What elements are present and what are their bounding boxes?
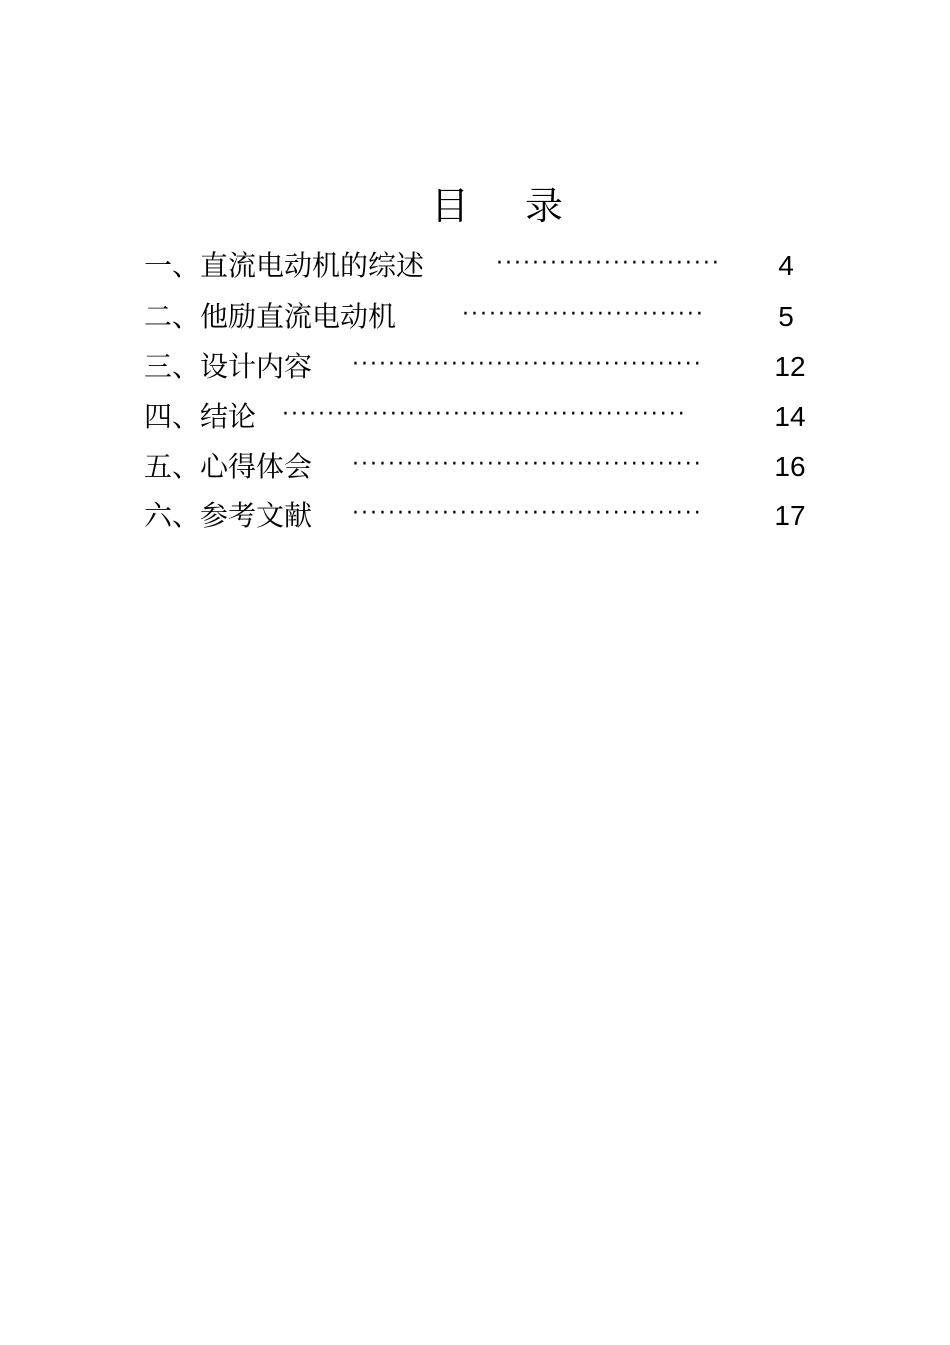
toc-leader-dots: ······································· [352,352,703,377]
toc-leader-dots: ······································· [352,501,703,526]
toc-leader-dots: ························· [496,251,721,276]
toc-entry-label: 三、设计内容 [144,350,313,383]
toc-entry-label: 二、他励直流电动机 [144,300,397,333]
toc-entry [0,246,950,286]
toc-leader-dots: ··························· [462,302,705,327]
toc-leader-dots: ······································· [352,452,703,477]
toc-title: 目 录 [430,184,586,228]
toc-entry-label: 五、心得体会 [144,450,313,483]
toc-entry-label: 一、直流电动机的综述 [144,249,425,282]
toc-page-number: 12 [774,351,806,382]
toc-page-number: 17 [774,500,806,531]
toc-entry-label: 六、参考文献 [144,499,313,532]
toc-entry [0,447,950,487]
toc-leader-dots: ············································· [282,402,687,427]
toc-entry [0,297,950,337]
toc-entry-label: 四、结论 [144,400,257,433]
toc-page-number: 14 [774,401,806,432]
toc-entry [0,397,950,437]
toc-page-number: 5 [778,301,794,332]
toc-entry [0,496,950,536]
toc-entry [0,347,950,387]
toc-page-number: 4 [778,250,794,281]
toc-page-number: 16 [774,451,806,482]
